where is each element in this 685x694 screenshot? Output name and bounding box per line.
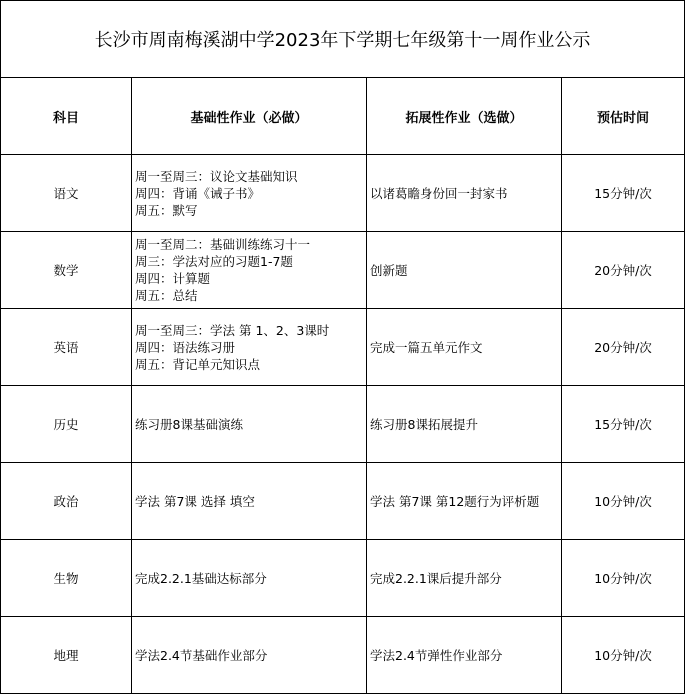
subject-cell: 数学 bbox=[1, 232, 132, 309]
table-row bbox=[1, 386, 685, 463]
extended-homework-cell: 学法 第7课 第12题行为评析题 bbox=[367, 463, 562, 540]
extended-homework-cell: 学法2.4节弹性作业部分 bbox=[367, 617, 562, 694]
header-estimated-time: 预估时间 bbox=[562, 78, 685, 155]
header-extended-homework: 拓展性作业（选做） bbox=[367, 78, 562, 155]
table-row bbox=[1, 617, 685, 694]
subject-cell: 政治 bbox=[1, 463, 132, 540]
extended-homework-cell: 完成2.2.1课后提升部分 bbox=[367, 540, 562, 617]
basic-homework-line: 学法 第7课 选择 填空 bbox=[135, 493, 255, 509]
basic-homework-cell bbox=[132, 386, 367, 463]
estimated-time-cell: 10分钟/次 bbox=[562, 540, 685, 617]
basic-homework-line: 周五：默写 bbox=[135, 202, 198, 218]
basic-homework-cell bbox=[132, 617, 367, 694]
basic-homework-line: 周一至周三：学法 第 1、2、3课时 bbox=[135, 322, 330, 338]
basic-homework-line: 周四：计算题 bbox=[135, 271, 211, 286]
extended-homework-cell: 完成一篇五单元作文 bbox=[367, 309, 562, 386]
basic-homework-cell bbox=[132, 309, 367, 386]
estimated-time-cell: 15分钟/次 bbox=[562, 386, 685, 463]
table-header-row bbox=[1, 78, 685, 155]
basic-homework-line: 完成2.2.1基础达标部分 bbox=[135, 570, 267, 586]
estimated-time-cell: 20分钟/次 bbox=[562, 309, 685, 386]
basic-homework-cell bbox=[132, 155, 367, 232]
estimated-time-cell: 10分钟/次 bbox=[562, 463, 685, 540]
extended-homework-cell: 以诸葛瞻身份回一封家书 bbox=[367, 155, 562, 232]
estimated-time-cell: 15分钟/次 bbox=[562, 155, 685, 232]
subject-cell: 英语 bbox=[1, 309, 132, 386]
basic-homework-line: 周三：学法对应的习题1-7题 bbox=[135, 254, 293, 269]
table-row bbox=[1, 309, 685, 386]
table-body bbox=[1, 155, 685, 694]
basic-homework-cell bbox=[132, 463, 367, 540]
extended-homework-cell: 练习册8课拓展提升 bbox=[367, 386, 562, 463]
estimated-time-cell: 10分钟/次 bbox=[562, 617, 685, 694]
basic-homework-line: 周一至周二：基础训练练习十一 bbox=[135, 237, 311, 252]
basic-homework-line: 练习册8课基础演练 bbox=[135, 416, 243, 432]
basic-homework-line: 周四：语法练习册 bbox=[135, 339, 236, 355]
subject-cell: 生物 bbox=[1, 540, 132, 617]
basic-homework-line: 周四：背诵《诫子书》 bbox=[135, 185, 261, 201]
subject-cell: 历史 bbox=[1, 386, 132, 463]
basic-homework-cell bbox=[132, 540, 367, 617]
page-title: 长沙市周南梅溪湖中学2023年下学期七年级第十一周作业公示 bbox=[1, 1, 685, 78]
subject-cell: 语文 bbox=[1, 155, 132, 232]
basic-homework-line: 周一至周三：议论文基础知识 bbox=[135, 168, 298, 184]
table-row bbox=[1, 463, 685, 540]
basic-homework-line: 学法2.4节基础作业部分 bbox=[135, 647, 268, 663]
table-row bbox=[1, 540, 685, 617]
basic-homework-cell bbox=[132, 232, 367, 309]
table-row bbox=[1, 155, 685, 232]
subject-cell: 地理 bbox=[1, 617, 132, 694]
basic-homework-line: 周五：总结 bbox=[135, 288, 198, 303]
extended-homework-cell: 创新题 bbox=[367, 232, 562, 309]
header-subject: 科目 bbox=[1, 78, 132, 155]
header-basic-homework: 基础性作业（必做） bbox=[132, 78, 367, 155]
table-row bbox=[1, 232, 685, 309]
basic-homework-line: 周五：背记单元知识点 bbox=[135, 356, 261, 372]
estimated-time-cell: 20分钟/次 bbox=[562, 232, 685, 309]
